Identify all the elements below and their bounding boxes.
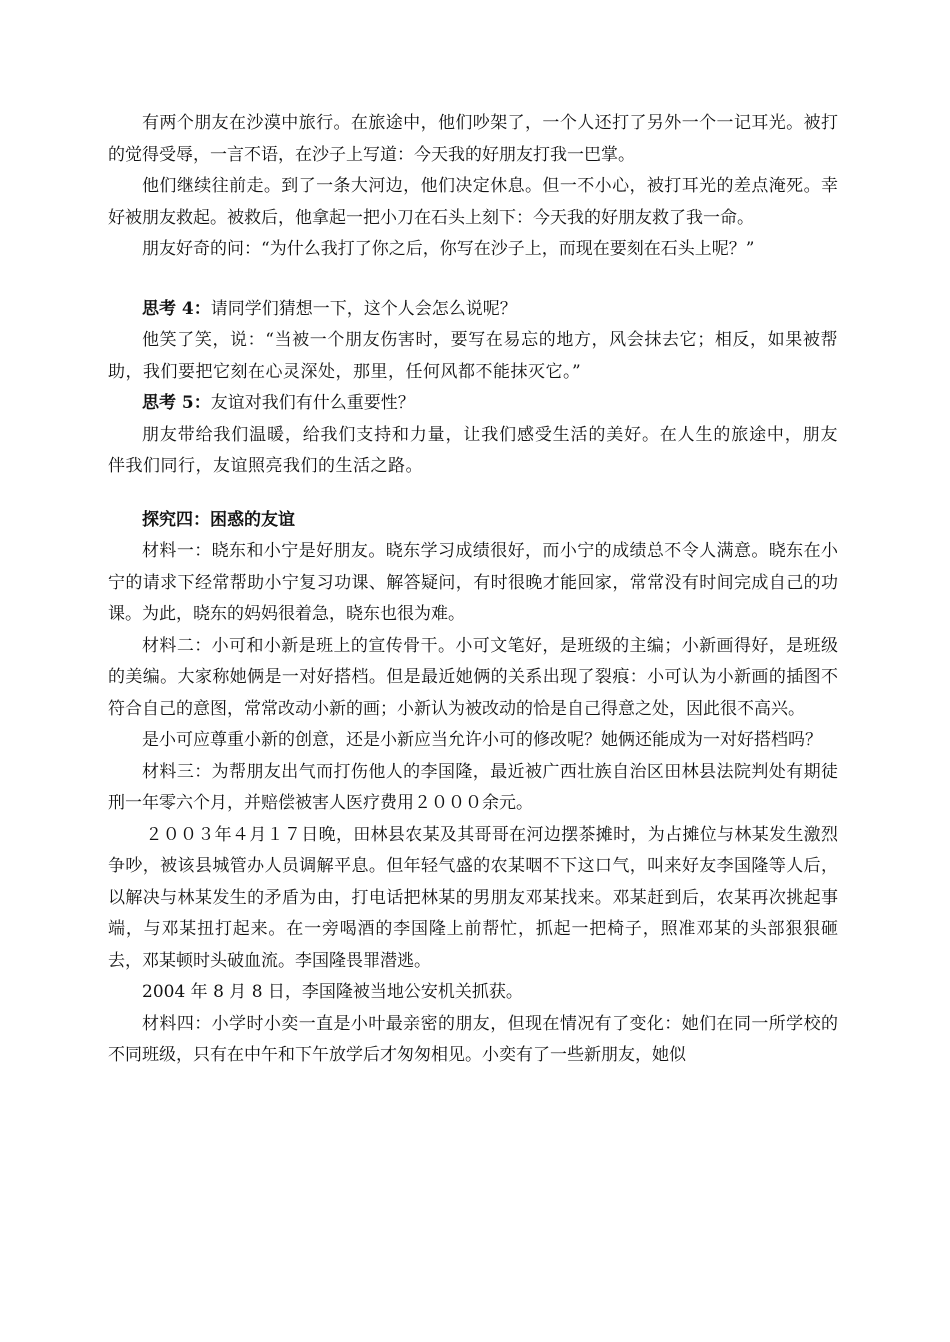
think-4-answer: 他笑了笑，说：“当被一个朋友伤害时，要写在易忘的地方，风会抹去它；相反，如果被帮助，我们要把它刻在心灵深处，那里，任何风都不能抹灭它。” bbox=[108, 330, 838, 382]
think-5-label: 思考 5： bbox=[142, 393, 211, 413]
material-3-arrest: 2004 年 8 月 8 日，李国隆被当地公安机关抓获。 bbox=[142, 982, 523, 1002]
material-3-detail: ２００３年４月１７日晚，田林县农某及其哥哥在河边摆茶摊时，为占摊位与林某发生激烈争吵，被该县城管办人员调解平息。但年轻气盛的农某咽不下这口气，叫来好友李国隆等人后，以解决与林某发生的矛盾为由，打电话把林某的男朋友邓某找来。邓某赶到后，农某再次挑起事端，与邓某扭打起来。在一旁喝酒的李国隆上前帮忙，抓起一把椅子，照准邓某的头部狠狠砸去，邓某顿时头破血流。李国隆畏罪潜逃。 bbox=[108, 824, 838, 971]
material-2: 材料二：小可和小新是班上的宣传骨干。小可文笔好，是班级的主编；小新画得好，是班级的美编。大家称她俩是一对好搭档。但是最近她俩的关系出现了裂痕：小可认为小新画的插图不符合自己的意图，常常改动小新的画；小新认为被改动的恰是自己得意之处，因此很不高兴。 bbox=[108, 635, 838, 719]
think-4-question-text: 请同学们猜想一下，这个人会怎么说呢？ bbox=[210, 298, 517, 319]
story-paragraph-3: 朋友好奇的问：“为什么我打了你之后，你写在沙子上，而现在要刻在石头上呢？” bbox=[142, 239, 755, 259]
think-5-question bbox=[108, 388, 838, 420]
story-paragraph-2: 他们继续往前走。到了一条大河边，他们决定休息。但一不小心，被打耳光的差点淹死。幸好被朋友救起。被救后，他拿起一把小刀在石头上刻下：今天我的好朋友救了我一命。 bbox=[108, 176, 838, 228]
material-3: 材料三：为帮朋友出气而打伤他人的李国隆，最近被广西壮族自治区田林县法院判处有期徒刑一年零六个月，并赔偿被害人医疗费用２０００余元。 bbox=[108, 761, 838, 813]
material-1: 材料一：晓东和小宁是好朋友。晓东学习成绩很好，而小宁的成绩总不令人满意。晓东在小宁的请求下经常帮助小宁复习功课、解答疑问，有时很晚才能回家，常常没有时间完成自己的功课。为此，晓东的妈妈很着急，晓东也很为难。 bbox=[108, 541, 838, 624]
story-paragraph-1: 有两个朋友在沙漠中旅行。在旅途中，他们吵架了，一个人还打了另外一个一记耳光。被打的觉得受辱，一言不语，在沙子上写道：今天我的好朋友打我一巴掌。 bbox=[108, 113, 838, 165]
material-2-question: 是小可应尊重小新的创意，还是小新应当允许小可的修改呢？她俩还能成为一对好搭档吗？ bbox=[142, 730, 822, 750]
think-4-label: 思考 4： bbox=[142, 298, 211, 319]
think-5-answer: 朋友带给我们温暖，给我们支持和力量，让我们感受生活的美好。在人生的旅途中，朋友伴我们同行，友谊照亮我们的生活之路。 bbox=[108, 424, 838, 476]
think-4-question bbox=[108, 294, 838, 326]
think-5-question-text: 友谊对我们有什么重要性？ bbox=[210, 393, 415, 413]
section-4-heading: 探究四：困惑的友谊 bbox=[142, 509, 295, 530]
material-4: 材料四：小学时小奕一直是小叶最亲密的朋友，但现在情况有了变化：她们在同一所学校的不同班级，只有在中午和下午放学后才匆匆相见。小奕有了一些新朋友，她似 bbox=[108, 1013, 838, 1065]
